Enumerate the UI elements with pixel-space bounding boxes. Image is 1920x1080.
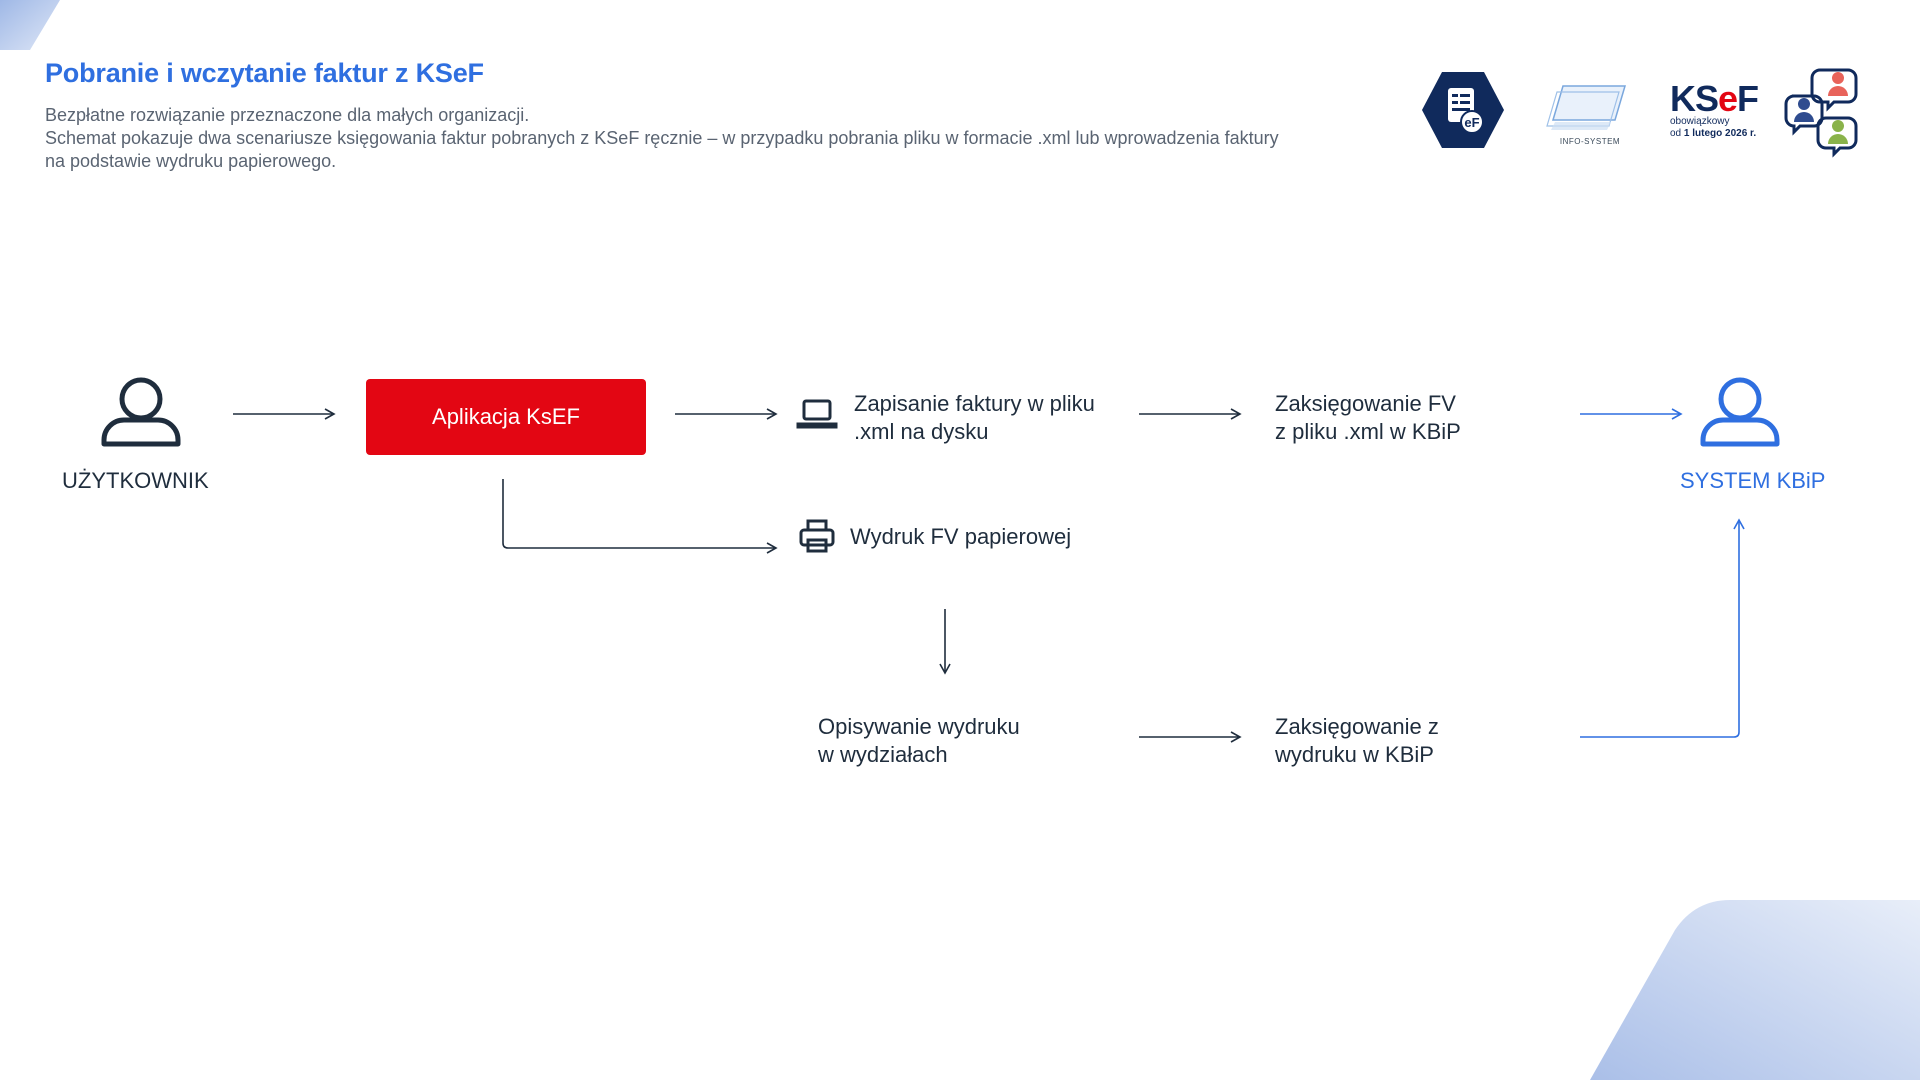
user-icon (104, 380, 178, 444)
ef-badge-text: eF (1464, 115, 1480, 130)
laptop-icon (798, 401, 836, 427)
ksef-tagline-2: od 1 lutego 2026 r. (1670, 128, 1757, 139)
user-label: UŻYTKOWNIK (62, 468, 209, 493)
arrow-app-to-print (503, 479, 776, 548)
ksef-app-label: Aplikacja KsEF (432, 404, 580, 429)
ksef-wordmark: KSeF (1670, 78, 1759, 119)
info-system-text: INFO-SYSTEM (1559, 137, 1621, 146)
ksef-tagline-1: obowiązkowy (1670, 116, 1730, 127)
arrow-post-print-to-system (1580, 520, 1739, 737)
system-kbip-label: SYSTEM KBiP (1680, 468, 1826, 493)
subtitle-line: Bezpłatne rozwiązanie przeznaczone dla małych organizacji. (45, 105, 530, 125)
print-label: Wydruk FV papierowej (850, 524, 1072, 549)
post-print-label: Zaksięgowanie z wydruku w KBiP (1275, 714, 1439, 767)
subtitle-line: na podstawie wydruku papierowego. (45, 151, 337, 171)
system-kbip-icon (1703, 380, 1777, 444)
ksef-app-box (366, 379, 646, 455)
printer-icon (801, 521, 833, 551)
describe-label: Opisywanie wydruku w wydziałach (818, 714, 1020, 767)
subtitle-line: Schemat pokazuje dwa scenariusze księgowania faktur pobranych z KSeF ręcznie – w przypadku pobrania pliku w formacie .xml lub wprowadzenia faktury (45, 128, 1279, 148)
post-xml-label: Zaksięgowanie FV z pliku .xml w KBiP (1275, 391, 1461, 444)
page-title: Pobranie i wczytanie faktur z KSeF (45, 58, 484, 88)
save-xml-label: Zapisanie faktury w pliku .xml na dysku (854, 391, 1095, 444)
